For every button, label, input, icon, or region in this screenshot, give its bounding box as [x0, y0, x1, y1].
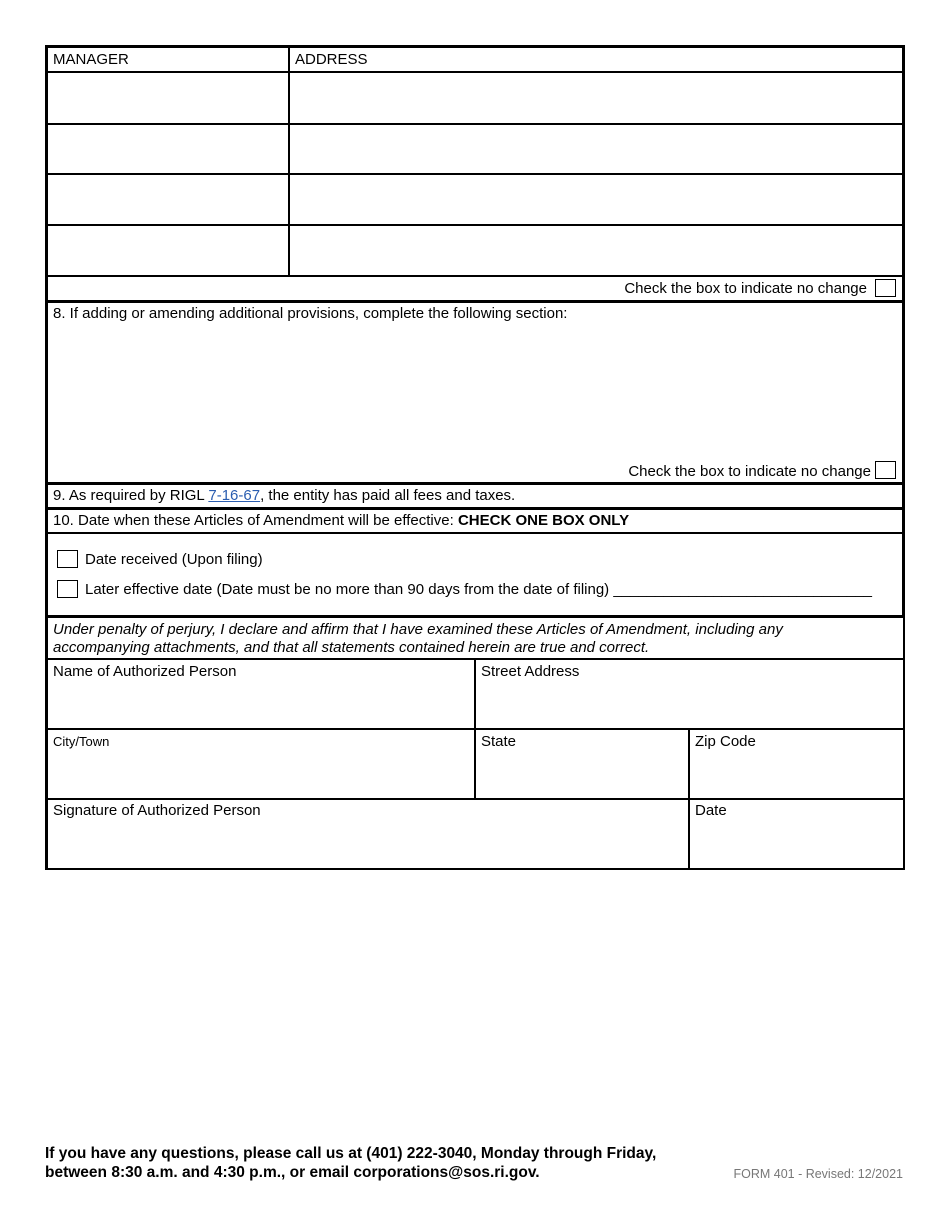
no-change-checkbox[interactable] — [875, 279, 896, 297]
divider — [46, 532, 904, 534]
attestation-line-2: accompanying attachments, and that all statements contained herein are true and correct. — [53, 639, 650, 656]
divider — [288, 47, 290, 276]
later-effective-date-label: Later effective date (Date must be no more than 90 days from the date of filing) _______________________________ — [85, 581, 872, 598]
manager-address-field[interactable] — [291, 227, 902, 274]
divider — [47, 798, 904, 800]
date-received-checkbox[interactable] — [57, 550, 78, 568]
city-town-label: City/Town — [53, 734, 110, 749]
section-10-label-text: 10. Date when these Articles of Amendment will be effective: — [53, 512, 458, 529]
signature-label: Signature of Authorized Person — [53, 802, 261, 819]
section-10-label — [53, 512, 629, 530]
divider — [46, 275, 904, 277]
zip-code-field[interactable] — [691, 752, 902, 796]
signature-field[interactable] — [49, 822, 686, 867]
no-change-checkbox[interactable] — [875, 461, 896, 479]
rigl-link[interactable]: 7-16-67 — [208, 487, 261, 504]
state-label: State — [481, 733, 517, 750]
contact-line-2: between 8:30 a.m. and 4:30 p.m., or email corporations@sos.ri.gov. — [45, 1164, 540, 1181]
later-effective-date-checkbox[interactable] — [57, 580, 78, 598]
date-received-label: Date received (Upon filing) — [85, 551, 263, 568]
authorized-name-field[interactable] — [49, 684, 472, 726]
section-8-label: 8. If adding or amending additional provisions, complete the following section: — [53, 305, 568, 322]
manager-address-field[interactable] — [291, 176, 902, 223]
divider — [47, 728, 904, 730]
divider — [46, 71, 904, 73]
contact-line-1: If you have any questions, please call us at (401) 222-3040, Monday through Friday, — [45, 1145, 657, 1162]
additional-provisions-field[interactable] — [50, 326, 900, 456]
manager-address-field[interactable] — [291, 125, 902, 172]
section-10-instruction: CHECK ONE BOX ONLY — [457, 512, 630, 529]
column-header-manager: MANAGER — [53, 51, 129, 68]
manager-name-field[interactable] — [48, 227, 287, 274]
manager-name-field[interactable] — [48, 125, 287, 172]
street-address-field[interactable] — [477, 684, 902, 726]
column-header-address: ADDRESS — [295, 51, 368, 68]
manager-address-field[interactable] — [291, 74, 902, 122]
section-9-text-start: 9. As required by RIGL — [53, 487, 209, 504]
manager-name-field[interactable] — [48, 176, 287, 223]
attestation-line-1: Under penalty of perjury, I declare and affirm that I have examined these Articles of Amendment, including any — [53, 621, 783, 638]
no-change-label: Check the box to indicate no change — [628, 463, 871, 480]
authorized-name-label: Name of Authorized Person — [53, 663, 237, 680]
manager-name-field[interactable] — [48, 74, 287, 122]
street-address-label: Street Address — [481, 663, 580, 680]
form-number: FORM 401 - Revised: 12/2021 — [733, 1167, 903, 1181]
section-9-text — [53, 487, 515, 505]
state-field[interactable] — [477, 752, 686, 796]
divider — [46, 224, 904, 226]
later-effective-date-field[interactable] — [632, 578, 882, 600]
date-label: Date — [695, 802, 727, 819]
date-field[interactable] — [691, 822, 902, 867]
city-town-field[interactable] — [49, 752, 472, 796]
zip-code-label: Zip Code — [695, 733, 756, 750]
no-change-label: Check the box to indicate no change — [624, 280, 867, 297]
section-9-text-end: , the entity has paid all fees and taxes. — [260, 487, 516, 504]
divider — [46, 173, 904, 175]
